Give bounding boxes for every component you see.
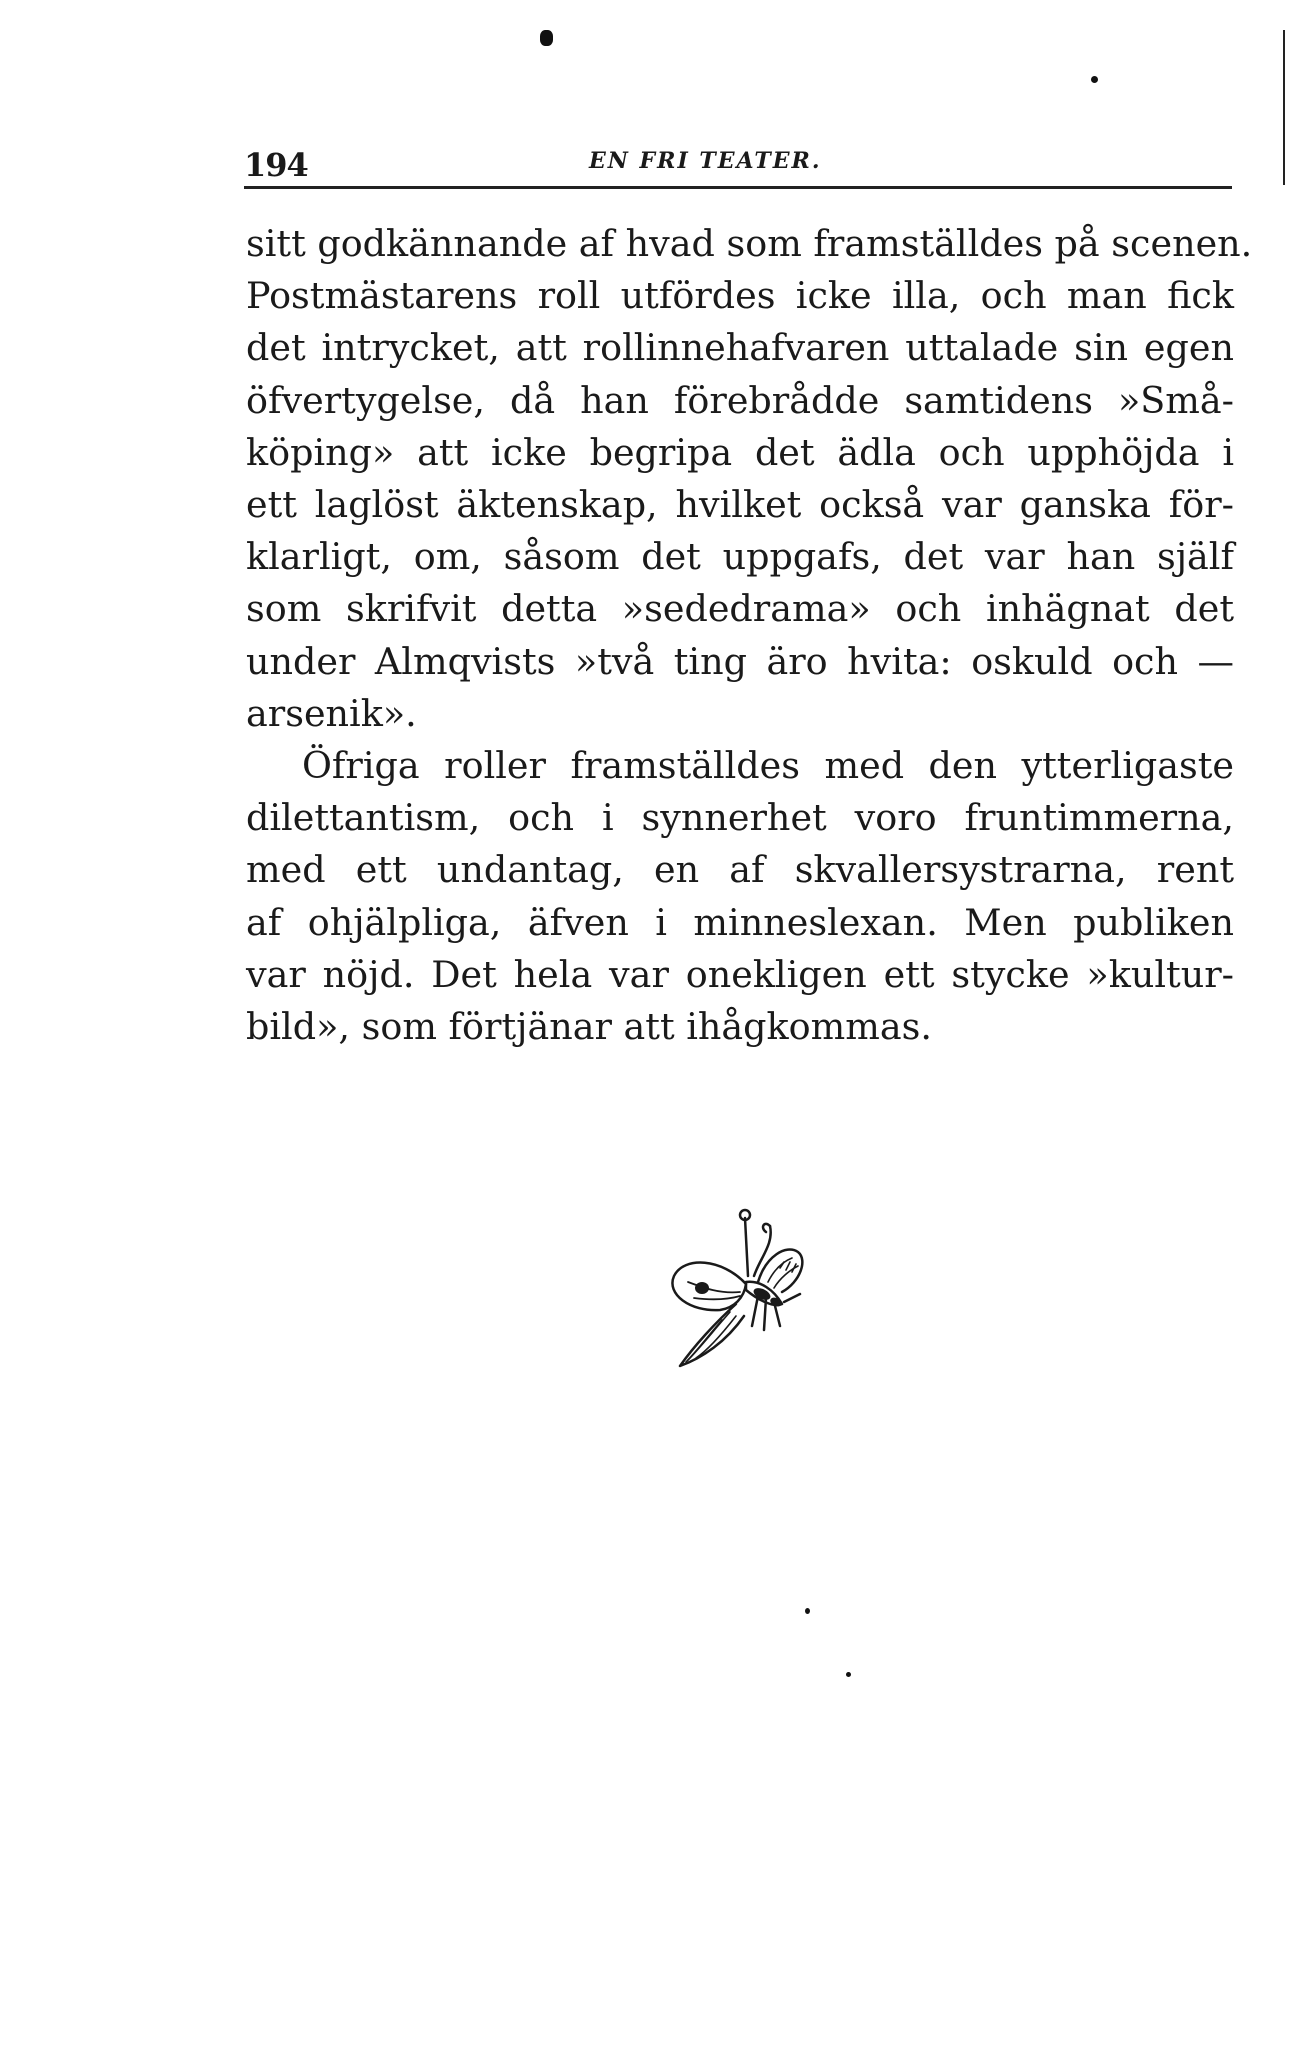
text-line: det intrycket, att rollinnehafvaren uttalade sin egen xyxy=(246,326,1234,370)
text-line: med ett undantag, en af skvallersystrarna, rent xyxy=(246,848,1234,892)
scan-speck xyxy=(805,1608,810,1614)
text-line: Postmästarens roll utfördes icke illa, och man fick xyxy=(246,274,1234,318)
text-line: öfvertygelse, då han förebrådde samtidens »Små- xyxy=(246,378,1234,422)
scan-edge-line xyxy=(1283,30,1285,185)
scan-speck xyxy=(540,30,553,46)
text-line: ett laglöst äktenskap, hvilket också var ganska för- xyxy=(246,483,1234,527)
running-title: EN FRI TEATER. xyxy=(589,148,822,174)
page-header xyxy=(244,136,1232,186)
text-line: Öfriga roller framställdes med den ytterligaste xyxy=(302,744,1234,788)
page-number: 194 xyxy=(244,146,308,184)
scan-speck xyxy=(1091,76,1098,83)
text-line: sitt godkännande af hvad som framställdes på scenen. xyxy=(246,222,1253,265)
scan-speck xyxy=(846,1672,851,1677)
text-line: bild», som förtjänar att ihågkommas. xyxy=(246,1005,932,1049)
text-line: under Almqvists »två ting äro hvita: oskuld och — xyxy=(246,639,1234,683)
butterfly-icon xyxy=(650,1198,840,1378)
text-line: klarligt, om, såsom det uppgafs, det var han själf xyxy=(246,535,1234,579)
text-line: var nöjd. Det hela var onekligen ett stycke »kultur- xyxy=(246,952,1234,996)
body-text xyxy=(246,218,1253,1053)
text-line: köping» att icke begripa det ädla och upphöjda i xyxy=(246,430,1234,474)
text-line: som skrifvit detta »sededrama» och inhägnat det xyxy=(246,587,1234,631)
text-line: dilettantism, och i synnerhet voro fruntimmerna, xyxy=(246,796,1234,840)
text-line: af ohjälpliga, äfven i minneslexan. Men publiken xyxy=(246,900,1234,944)
text-line: arsenik». xyxy=(246,691,417,735)
header-rule xyxy=(244,186,1232,189)
